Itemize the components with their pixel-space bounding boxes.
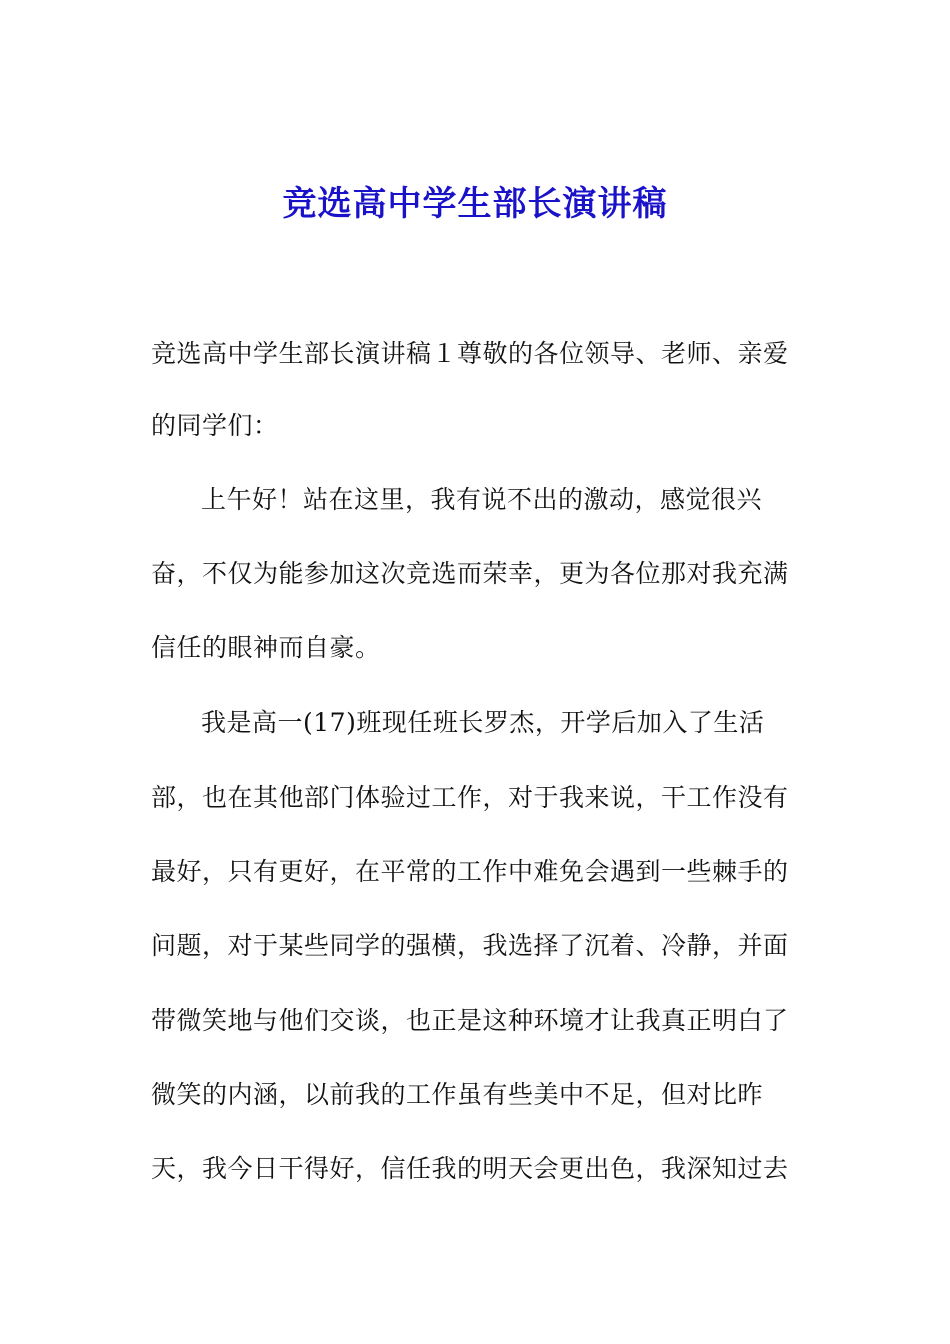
paragraph-line-6: 我是高一(17)班现任班长罗杰，开学后加入了生活 [201, 708, 765, 737]
paragraph-line-1: 竞选高中学生部长演讲稿１尊敬的各位领导、老师、亲爱 [151, 339, 789, 368]
paragraph-line-8: 最好，只有更好，在平常的工作中难免会遇到一些棘手的 [151, 857, 789, 886]
document-title: 竞选高中学生部长演讲稿 [282, 184, 668, 224]
paragraph-line-9: 问题，对于某些同学的强横，我选择了沉着、冷静，并面 [151, 931, 789, 960]
paragraph-line-10: 带微笑地与他们交谈，也正是这种环境才让我真正明白了 [151, 1006, 789, 1035]
paragraph-line-12: 天，我今日干得好，信任我的明天会更出色，我深知过去 [151, 1154, 789, 1183]
paragraph-line-2: 的同学们： [151, 411, 279, 440]
paragraph-line-3: 上午好！站在这里，我有说不出的激动，感觉很兴 [201, 485, 763, 514]
paragraph-line-11: 微笑的内涵，以前我的工作虽有些美中不足，但对比昨 [151, 1080, 764, 1109]
paragraph-line-4: 奋，不仅为能参加这次竞选而荣幸，更为各位那对我充满 [151, 559, 789, 588]
paragraph-line-7: 部，也在其他部门体验过工作，对于我来说，干工作没有 [151, 783, 789, 812]
paragraph-line-5: 信任的眼神而自豪。 [151, 633, 381, 662]
